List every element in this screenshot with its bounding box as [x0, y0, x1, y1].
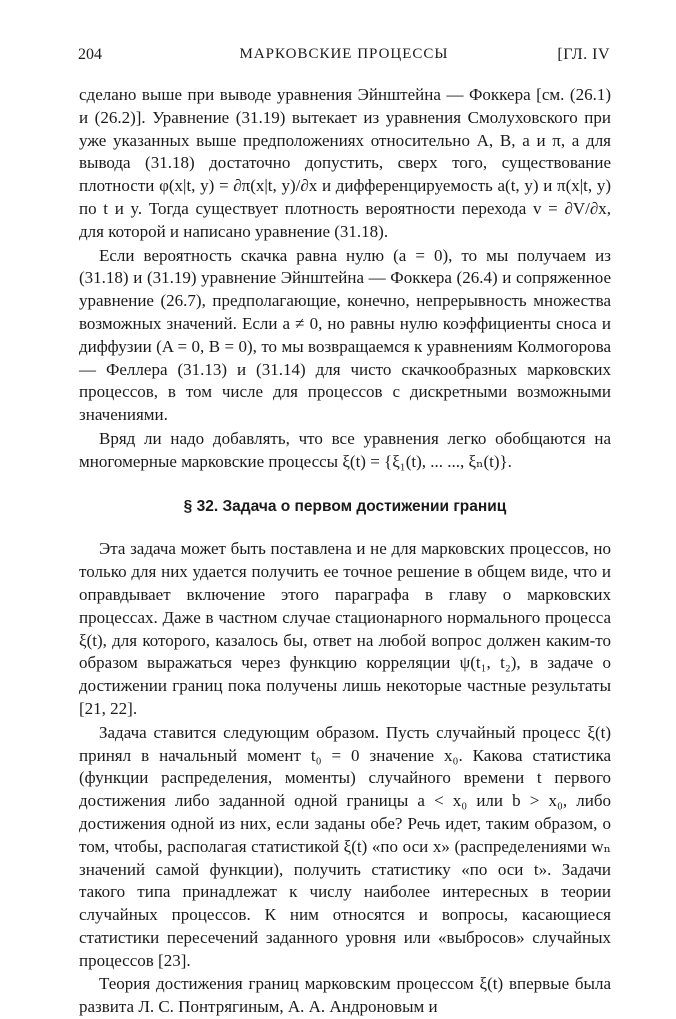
- paragraph: Теория достижения границ марковским процессом ξ(t) впервые была развита Л. С. Понтрягиным, А. А. Андроновым и: [79, 974, 611, 1017]
- page-number: 204: [78, 46, 102, 63]
- paragraph-continued: сделано выше при выводе уравнения Эйнштейна — Фоккера [см. (26.1) и (26.2)]. Уравнение (31.19) вытекает из уравнения Смолуховского при уже указанных выше предположениях относительно A, B, a и π, а для вывода (31.18) достаточно допустить, сверх того, существование плотности φ(x|t, y) = ∂π(x|t, y)/∂x и дифференцируемость a(t, y) и π(x|t, y) по t и y. Тогда существует плотность вероятности перехода v = ∂V/∂x, для которой и написано уравнение (31.18).: [79, 85, 611, 241]
- paragraph: Задача ставится следующим образом. Пусть случайный процесс ξ(t) принял в начальный момент t₀ = 0 значение x₀. Какова статистика (функции распределения, моменты) случайного времени t первого достижения либо заданной одной границы a < x₀ или b > x₀, либо достижения одной из них, если заданы обе? Речь идет, таким образом, о том, чтобы, располагая статистикой ξ(t) «по оси x» (распределениями wₙ значений самой функции), получить статистику «по оси t». Задачи такого типа принадлежат к числу наиболее интересных в теории случайных процессов. К ним относятся и вопросы, касающиеся статистики пересечений заданного уровня или «выбросов» случайных процессов [23].: [79, 722, 611, 970]
- running-title: МАРКОВСКИЕ ПРОЦЕССЫ: [239, 46, 449, 62]
- paragraph: Эта задача может быть поставлена и не для марковских процессов, но только для них удается получить ее точное решение в общем виде, что и оправдывает включение этого параграфа в главу о марковских процессах. Даже в частном случае стационарного нормального процесса ξ(t), для которого, казалось бы, ответ на любой вопрос должен каким-то образом выражаться через функцию корреляции ψ(t₁, t₂), в задаче о достижении границ пока получены лишь некоторые частные результаты [21, 22].: [79, 539, 611, 718]
- paragraph: Если вероятность скачка равна нулю (a = 0), то мы получаем из (31.18) и (31.19) уравнение Эйнштейна — Фоккера (26.4) и сопряженное уравнение (26.7), предполагающие, конечно, непрерывность множества возможных значений. Если a ≠ 0, но равны нулю коэффициенты сноса и диффузии (A = 0, B = 0), то мы возвращаемся к уравнениям Колмогорова — Феллера (31.13) и (31.14) для чисто скачкообразных марковских процессов, в том числе для процессов с дискретными возможными значениями.: [79, 245, 611, 425]
- page-header: [78, 46, 610, 68]
- body-text: [79, 84, 611, 1019]
- paragraph: Вряд ли надо добавлять, что все уравнения легко обобщаются на многомерные марковские процессы ξ(t) = {ξ₁(t), ... ..., ξₙ(t)}.: [79, 428, 611, 471]
- section-heading: § 32. Задача о первом достижении границ: [183, 497, 507, 515]
- chapter-label: [ГЛ. IV: [557, 46, 610, 63]
